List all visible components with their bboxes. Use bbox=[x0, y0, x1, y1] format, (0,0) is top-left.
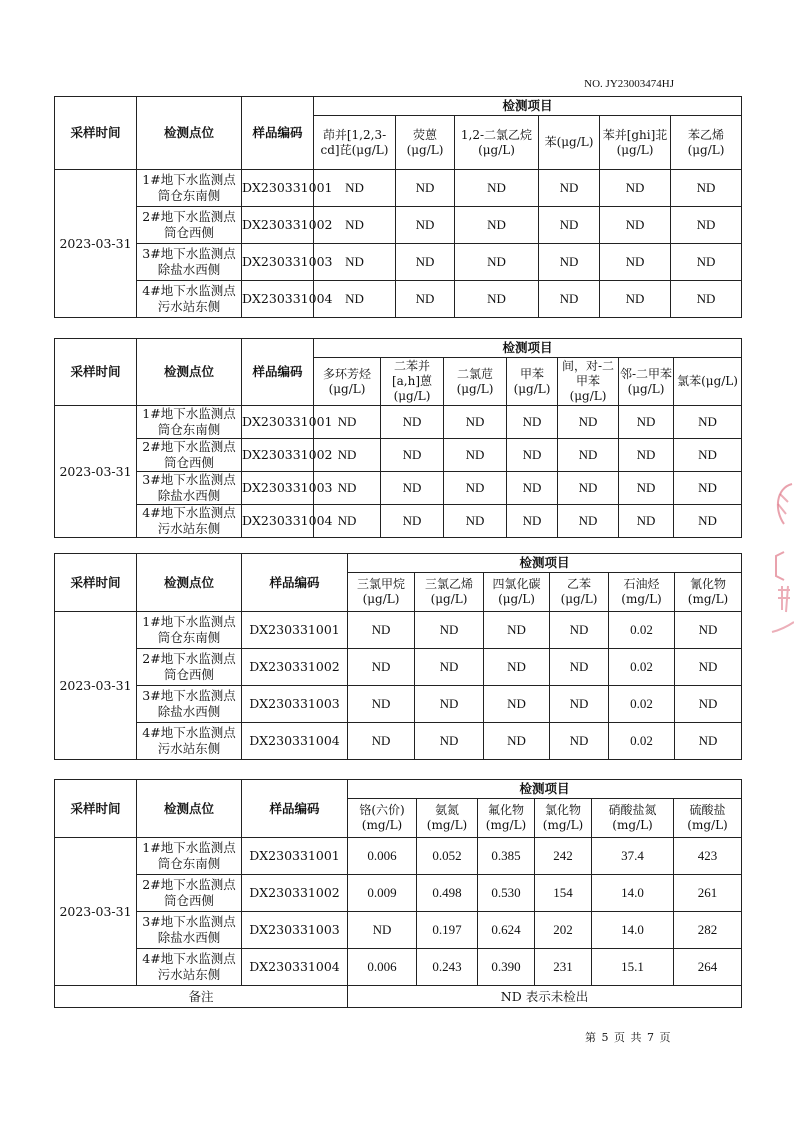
item-header: 二苯并[a,h]蒽(μg/L) bbox=[381, 358, 444, 406]
value-cell: ND bbox=[314, 244, 396, 281]
location-cell: 2#地下水监测点筒仓西侧 bbox=[137, 649, 242, 686]
item-header: 苯乙烯(μg/L) bbox=[671, 116, 742, 170]
item-header: 荧蒽(μg/L) bbox=[396, 116, 455, 170]
location-cell: 2#地下水监测点筒仓西侧 bbox=[137, 439, 242, 472]
value-cell: ND bbox=[314, 406, 381, 439]
header-test-items: 检测项目 bbox=[348, 554, 742, 573]
value-cell: ND bbox=[507, 406, 558, 439]
header-location: 检测点位 bbox=[137, 97, 242, 170]
item-header: 铬(六价)(mg/L) bbox=[348, 799, 417, 838]
sample-code-cell: DX230331004 bbox=[242, 949, 348, 986]
item-header: 氰化物(mg/L) bbox=[675, 573, 742, 612]
value-cell: ND bbox=[558, 472, 619, 505]
header-sampling-time: 采样时间 bbox=[55, 780, 137, 838]
value-cell: 0.006 bbox=[348, 949, 417, 986]
sample-code-cell: DX230331001 bbox=[242, 612, 348, 649]
sample-code-cell: DX230331003 bbox=[242, 244, 314, 281]
value-cell: ND bbox=[671, 207, 742, 244]
value-cell: 264 bbox=[674, 949, 742, 986]
item-header: 石油烃(mg/L) bbox=[609, 573, 675, 612]
value-cell: 154 bbox=[535, 875, 592, 912]
value-cell: 0.624 bbox=[478, 912, 535, 949]
value-cell: ND bbox=[381, 406, 444, 439]
value-cell: 242 bbox=[535, 838, 592, 875]
value-cell: ND bbox=[381, 439, 444, 472]
value-cell: ND bbox=[348, 912, 417, 949]
value-cell: ND bbox=[396, 207, 455, 244]
value-cell: ND bbox=[314, 170, 396, 207]
test-results-table-2 bbox=[54, 338, 742, 538]
header-sample-code: 样品编码 bbox=[242, 97, 314, 170]
value-cell: ND bbox=[314, 207, 396, 244]
value-cell: ND bbox=[415, 723, 484, 760]
value-cell: ND bbox=[539, 170, 600, 207]
value-cell: 0.243 bbox=[417, 949, 478, 986]
value-cell: ND bbox=[600, 281, 671, 318]
value-cell: 0.385 bbox=[478, 838, 535, 875]
sample-code-cell: DX230331002 bbox=[242, 207, 314, 244]
location-cell: 4#地下水监测点污水站东侧 bbox=[137, 949, 242, 986]
sample-code-cell: DX230331003 bbox=[242, 912, 348, 949]
location-cell: 2#地下水监测点筒仓西侧 bbox=[137, 875, 242, 912]
value-cell: ND bbox=[348, 649, 415, 686]
value-cell: ND bbox=[675, 686, 742, 723]
value-cell: ND bbox=[484, 723, 550, 760]
item-header: 氨氮(mg/L) bbox=[417, 799, 478, 838]
item-header: 三氯乙烯(μg/L) bbox=[415, 573, 484, 612]
sample-code-cell: DX230331001 bbox=[242, 838, 348, 875]
location-cell: 1#地下水监测点筒仓东南侧 bbox=[137, 406, 242, 439]
location-cell: 3#地下水监测点除盐水西侧 bbox=[137, 244, 242, 281]
value-cell: ND bbox=[619, 472, 674, 505]
item-header: 二氯苊(μg/L) bbox=[444, 358, 507, 406]
test-results-table-1 bbox=[54, 96, 742, 318]
value-cell: 0.009 bbox=[348, 875, 417, 912]
value-cell: ND bbox=[415, 686, 484, 723]
value-cell: ND bbox=[671, 244, 742, 281]
document-number: NO. JY23003474HJ bbox=[584, 78, 674, 90]
item-header: 硫酸盐(mg/L) bbox=[674, 799, 742, 838]
sample-code-cell: DX230331003 bbox=[242, 686, 348, 723]
value-cell: ND bbox=[674, 472, 742, 505]
location-cell: 3#地下水监测点除盐水西侧 bbox=[137, 686, 242, 723]
value-cell: 0.197 bbox=[417, 912, 478, 949]
value-cell: ND bbox=[415, 612, 484, 649]
header-location: 检测点位 bbox=[137, 780, 242, 838]
value-cell: ND bbox=[415, 649, 484, 686]
value-cell: ND bbox=[455, 281, 539, 318]
sampling-date: 2023-03-31 bbox=[55, 838, 137, 986]
item-header: 苯(μg/L) bbox=[539, 116, 600, 170]
header-test-items: 检测项目 bbox=[314, 97, 742, 116]
item-header: 氯化物(mg/L) bbox=[535, 799, 592, 838]
item-header: 氟化物(mg/L) bbox=[478, 799, 535, 838]
value-cell: ND bbox=[619, 406, 674, 439]
sample-code-cell: DX230331004 bbox=[242, 723, 348, 760]
item-header: 四氯化碳(μg/L) bbox=[484, 573, 550, 612]
value-cell: ND bbox=[558, 406, 619, 439]
header-location: 检测点位 bbox=[137, 339, 242, 406]
value-cell: 0.052 bbox=[417, 838, 478, 875]
sample-code-cell: DX230331004 bbox=[242, 505, 314, 538]
value-cell: ND bbox=[455, 170, 539, 207]
value-cell: 14.0 bbox=[592, 875, 674, 912]
value-cell: ND bbox=[671, 170, 742, 207]
value-cell: 261 bbox=[674, 875, 742, 912]
item-header: 硝酸盐氮(mg/L) bbox=[592, 799, 674, 838]
value-cell: ND bbox=[444, 406, 507, 439]
value-cell: ND bbox=[507, 505, 558, 538]
value-cell: ND bbox=[558, 439, 619, 472]
location-cell: 2#地下水监测点筒仓西侧 bbox=[137, 207, 242, 244]
header-location: 检测点位 bbox=[137, 554, 242, 612]
value-cell: 282 bbox=[674, 912, 742, 949]
value-cell: ND bbox=[455, 207, 539, 244]
value-cell: 202 bbox=[535, 912, 592, 949]
value-cell: ND bbox=[539, 281, 600, 318]
location-cell: 1#地下水监测点筒仓东南侧 bbox=[137, 612, 242, 649]
location-cell: 1#地下水监测点筒仓东南侧 bbox=[137, 170, 242, 207]
sample-code-cell: DX230331002 bbox=[242, 875, 348, 912]
item-header: 乙苯(μg/L) bbox=[550, 573, 609, 612]
item-header: 1,2-二氯乙烷(μg/L) bbox=[455, 116, 539, 170]
item-header: 多环芳烃(μg/L) bbox=[314, 358, 381, 406]
value-cell: 0.498 bbox=[417, 875, 478, 912]
value-cell: 0.02 bbox=[609, 686, 675, 723]
header-sampling-time: 采样时间 bbox=[55, 97, 137, 170]
item-header: 茚并[1,2,3-cd]芘(μg/L) bbox=[314, 116, 396, 170]
value-cell: ND bbox=[348, 723, 415, 760]
header-test-items: 检测项目 bbox=[348, 780, 742, 799]
test-results-table-3 bbox=[54, 553, 742, 760]
remark-text: ND 表示未检出 bbox=[348, 986, 742, 1008]
location-cell: 4#地下水监测点污水站东侧 bbox=[137, 505, 242, 538]
value-cell: ND bbox=[484, 686, 550, 723]
location-cell: 1#地下水监测点筒仓东南侧 bbox=[137, 838, 242, 875]
sample-code-cell: DX230331003 bbox=[242, 472, 314, 505]
item-header: 苯并[ghi]苝(μg/L) bbox=[600, 116, 671, 170]
value-cell: ND bbox=[619, 505, 674, 538]
value-cell: ND bbox=[348, 612, 415, 649]
value-cell: ND bbox=[396, 244, 455, 281]
value-cell: ND bbox=[381, 505, 444, 538]
value-cell: ND bbox=[558, 505, 619, 538]
sampling-date: 2023-03-31 bbox=[55, 170, 137, 318]
value-cell: ND bbox=[455, 244, 539, 281]
value-cell: 14.0 bbox=[592, 912, 674, 949]
value-cell: 423 bbox=[674, 838, 742, 875]
value-cell: 231 bbox=[535, 949, 592, 986]
value-cell: ND bbox=[348, 686, 415, 723]
value-cell: ND bbox=[507, 472, 558, 505]
value-cell: ND bbox=[444, 472, 507, 505]
value-cell: 37.4 bbox=[592, 838, 674, 875]
value-cell: ND bbox=[619, 439, 674, 472]
value-cell: ND bbox=[674, 406, 742, 439]
sampling-date: 2023-03-31 bbox=[55, 406, 137, 538]
seal-stamp-icon bbox=[770, 480, 794, 640]
value-cell: ND bbox=[550, 686, 609, 723]
value-cell: ND bbox=[539, 207, 600, 244]
value-cell: ND bbox=[314, 472, 381, 505]
test-results-table-4 bbox=[54, 779, 742, 1008]
location-cell: 4#地下水监测点污水站东侧 bbox=[137, 723, 242, 760]
remark-label: 备注 bbox=[55, 986, 348, 1008]
item-header: 邻-二甲苯(μg/L) bbox=[619, 358, 674, 406]
sample-code-cell: DX230331004 bbox=[242, 281, 314, 318]
value-cell: ND bbox=[671, 281, 742, 318]
header-sample-code: 样品编码 bbox=[242, 780, 348, 838]
value-cell: ND bbox=[484, 612, 550, 649]
page-number: 第 5 页 共 7 页 bbox=[585, 1031, 672, 1044]
item-header: 氯苯(μg/L) bbox=[674, 358, 742, 406]
value-cell: ND bbox=[539, 244, 600, 281]
header-sampling-time: 采样时间 bbox=[55, 339, 137, 406]
value-cell: ND bbox=[675, 612, 742, 649]
value-cell: ND bbox=[444, 505, 507, 538]
item-header: 间，对-二甲苯(μg/L) bbox=[558, 358, 619, 406]
location-cell: 3#地下水监测点除盐水西侧 bbox=[137, 472, 242, 505]
value-cell: ND bbox=[550, 612, 609, 649]
value-cell: ND bbox=[675, 649, 742, 686]
header-test-items: 检测项目 bbox=[314, 339, 742, 358]
value-cell: ND bbox=[314, 281, 396, 318]
value-cell: 0.02 bbox=[609, 649, 675, 686]
header-sampling-time: 采样时间 bbox=[55, 554, 137, 612]
location-cell: 4#地下水监测点污水站东侧 bbox=[137, 281, 242, 318]
value-cell: 0.02 bbox=[609, 723, 675, 760]
sampling-date: 2023-03-31 bbox=[55, 612, 137, 760]
value-cell: ND bbox=[381, 472, 444, 505]
item-header: 甲苯(μg/L) bbox=[507, 358, 558, 406]
value-cell: 0.006 bbox=[348, 838, 417, 875]
value-cell: 0.390 bbox=[478, 949, 535, 986]
value-cell: ND bbox=[550, 723, 609, 760]
value-cell: ND bbox=[507, 439, 558, 472]
value-cell: ND bbox=[396, 281, 455, 318]
value-cell: ND bbox=[675, 723, 742, 760]
value-cell: ND bbox=[600, 207, 671, 244]
value-cell: ND bbox=[600, 170, 671, 207]
sample-code-cell: DX230331002 bbox=[242, 649, 348, 686]
value-cell: ND bbox=[396, 170, 455, 207]
value-cell: 0.02 bbox=[609, 612, 675, 649]
item-header: 三氯甲烷(μg/L) bbox=[348, 573, 415, 612]
value-cell: ND bbox=[444, 439, 507, 472]
sample-code-cell: DX230331001 bbox=[242, 170, 314, 207]
value-cell: ND bbox=[674, 505, 742, 538]
value-cell: ND bbox=[600, 244, 671, 281]
value-cell: 15.1 bbox=[592, 949, 674, 986]
value-cell: ND bbox=[314, 439, 381, 472]
location-cell: 3#地下水监测点除盐水西侧 bbox=[137, 912, 242, 949]
sample-code-cell: DX230331002 bbox=[242, 439, 314, 472]
value-cell: ND bbox=[314, 505, 381, 538]
value-cell: 0.530 bbox=[478, 875, 535, 912]
sample-code-cell: DX230331001 bbox=[242, 406, 314, 439]
value-cell: ND bbox=[484, 649, 550, 686]
value-cell: ND bbox=[550, 649, 609, 686]
header-sample-code: 样品编码 bbox=[242, 554, 348, 612]
value-cell: ND bbox=[674, 439, 742, 472]
header-sample-code: 样品编码 bbox=[242, 339, 314, 406]
